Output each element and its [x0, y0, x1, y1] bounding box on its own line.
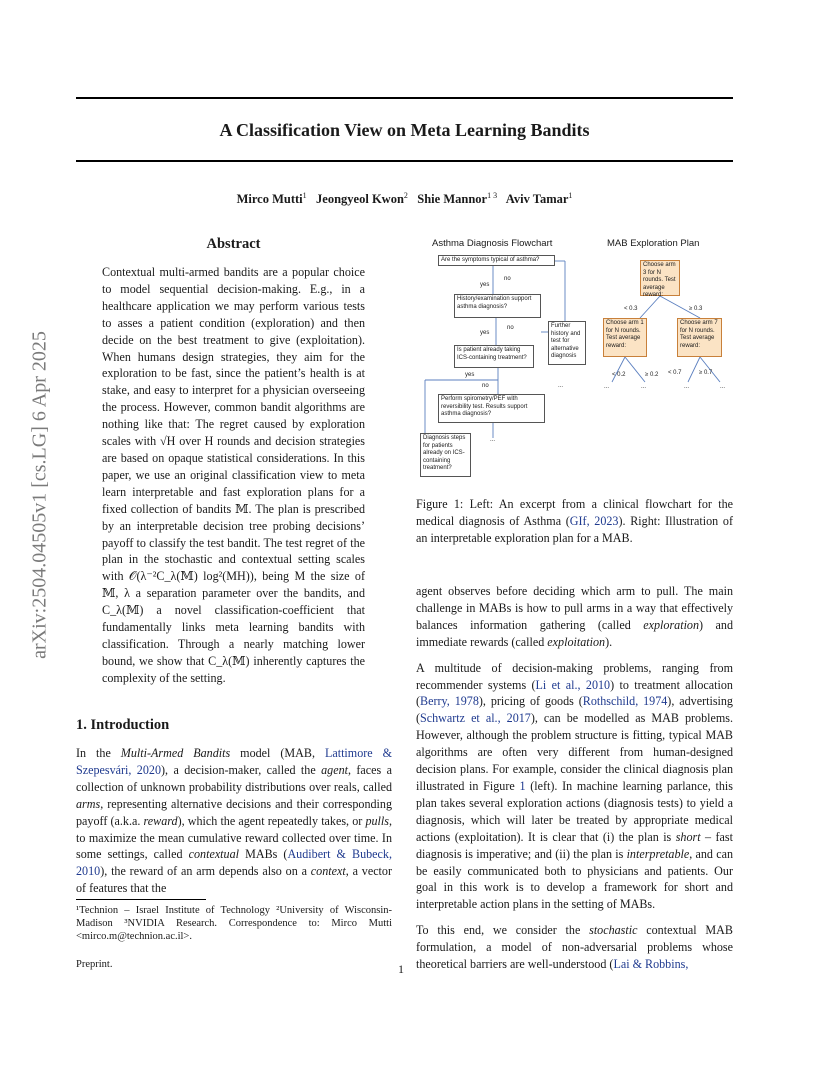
introduction-body	[76, 745, 392, 897]
plan-label-ge-0-7: ≥ 0.7	[699, 370, 713, 376]
flow-ellipsis: ...	[490, 437, 496, 443]
flow-box-ics-treatment: Is patient already taking ICS-containing treatment?	[454, 345, 534, 368]
figure-reference-link[interactable]: 1	[519, 778, 526, 793]
plan-label-lt-0-7: < 0.7	[668, 370, 682, 376]
author-name: Shie Mannor	[417, 192, 488, 207]
body-paragraph: agent observes before deciding which arm to pull. The main challenge in MABs is how to pull arms in a way that effectively balances information gathering (called exploration) and immediate rewards (called exploitation).	[416, 584, 734, 649]
flow-label-yes: yes	[465, 372, 475, 378]
author-affiliation: 1 3	[487, 191, 498, 200]
plan-ellipsis: ...	[641, 384, 647, 390]
author-affiliation: 1	[568, 191, 573, 200]
figure-caption: Figure 1: Left: An excerpt from a clinical flowchart for the medical diagnosis of Asthma (GIf, 2023). Right: Illustration of an interpretable exploration plan for a MAB.	[416, 497, 733, 545]
author-name: Mirco Mutti	[236, 192, 303, 207]
plan-label-ge-0-2: ≥ 0.2	[645, 372, 659, 378]
body-paragraph: To this end, we consider the stochastic contextual MAB formulation, a model of non-adversarial problems whose theoretical barriers are well-understood (Lai & Robbins,	[416, 923, 733, 972]
flow-box-history: History/examination support asthma diagnosis?	[454, 294, 541, 318]
author-affiliation: 2	[403, 191, 408, 200]
flow-label-no: no	[482, 383, 489, 389]
flow-label-no: no	[504, 276, 511, 282]
plan-label-lt-0-2: < 0.2	[612, 372, 626, 378]
right-column-body	[416, 583, 733, 973]
flow-box-further-tests: Further history and test for alternative diagnosis	[548, 321, 586, 365]
author-name: Jeongyeol Kwon	[316, 192, 404, 207]
flow-label-yes: yes	[480, 282, 490, 288]
section-heading-introduction: 1. Introduction	[76, 717, 170, 733]
flowchart-title: Asthma Diagnosis Flowchart	[432, 238, 553, 249]
top-rule	[76, 97, 733, 99]
intro-paragraph: In the Multi-Armed Bandits model (MAB, Lattimore & Szepesvári, 2020), a decision-maker, called the agent, faces a collection of unknown probability distributions over reals, called arms, representing alternative decisions and their corresponding payoff (a.k.a. reward), which the agent repeatedly takes, or pulls, to maximize the mean cumulative reward collected over time. In some settings, called contextual MABs (Audibert & Bubeck, 2010), the reward of an arm depends also on a context, a vector of features that the	[76, 746, 393, 896]
plan-box-arm-1: Choose arm 1 for N rounds. Test average reward:	[603, 318, 647, 357]
abstract-text: Contextual multi-armed bandits are a popular choice to model sequential decision-making. E.g., in a healthcare application we may perform various tests to asses a patient condition (exploration) and then decide on the best treatment to give (exploitation). When humans design strategies, they aim for the exploration to be fast, since the patient’s health is at stake, and easy to interpret for a physician overseeing the process. However, common bandit algorithms are nothing like that: The regret caused by exploration scales with √H over H rounds and decision strategies are based on opaque statistical considerations. In this paper, we use an original classification view to meta learn interpretable and fast exploration plans for a fixed collection of bandits 𝕄. The plan is prescribed by an interpretable decision tree probing decisions’ payoff to classify the test bandit. The test regret of the plan in the stochastic and contextual setting scales with 𝒪(λ⁻²C_λ(𝕄) log²(MH)), being M the size of 𝕄, λ a separation parameter over the bandits, and C_λ(𝕄) a novel classification-coefficient that fundamentally links meta learning bandits with classification. Through a nearly matching lower bound, we show that C_λ(𝕄) inherently captures the complexity of the setting.	[102, 265, 365, 685]
flow-box-spirometry: Perform spirometry/PEF with reversibility test. Results support asthma diagnosis?	[438, 394, 545, 423]
citation-link[interactable]: Schwartz et al., 2017	[420, 711, 531, 726]
citation-link[interactable]: Lattimore & Szepesvári, 2020	[76, 746, 393, 777]
exploration-plan-title: MAB Exploration Plan	[607, 238, 700, 249]
flow-label-no: no	[507, 325, 514, 331]
arxiv-identifier: arXiv:2504.04505v1 [cs.LG] 6 Apr 2025	[28, 331, 51, 659]
citation-link[interactable]: GIf, 2023	[569, 513, 619, 528]
citation-link[interactable]: Berry, 1978	[420, 694, 479, 709]
preprint-note: Preprint.	[76, 959, 113, 970]
flow-ellipsis: ...	[558, 383, 564, 389]
paper-title: A Classification View on Meta Learning Bandits	[219, 120, 590, 140]
footnote: ¹Technion – Israel Institute of Technology ²University of Wisconsin-Madison ³NVIDIA Research. Correspondence to: Mirco Mutti <mirco.m@technion.ac.il>.	[76, 905, 392, 942]
flow-box-diagnosis-steps: Diagnosis steps for patients already on ICS-containing treatment?	[420, 433, 471, 477]
author-name: Aviv Tamar	[505, 192, 569, 207]
title-bottom-rule	[76, 160, 733, 162]
plan-label-lt-0-3: < 0.3	[624, 306, 638, 312]
plan-ellipsis: ...	[684, 384, 690, 390]
citation-link[interactable]: Audibert & Bubeck, 2010	[76, 847, 392, 879]
author-affiliation: 1	[302, 191, 307, 200]
body-paragraph: A multitude of decision-making problems, ranging from recommender systems (Li et al., 2010) to treatment allocation (Berry, 1978), pricing of goods (Rothschild, 1974), advertising (Schwartz et al., 2017), can be modelled as MAB problems. However, although the problem structure is fitting, typical MAB algorithms are often very different from human-designed decision plans. For example, consider the clinical diagnosis plan illustrated in Figure 1 (left). In machine learning parlance, this plan takes several exploration actions (diagnosis tests) to yield a diagnosis, which will later be treated by appropriate medical actions (exploitation). It is clear that (i) the plan is short – fast diagnosis is imperative; and (ii) the plan is interpretable, and can be easily communicated both to physicians and patients. Our goal in this work is to develop a framework for short and interpretable action plans in the setting of MABs.	[416, 660, 733, 912]
plan-box-arm-7: Choose arm 7 for N rounds. Test average reward:	[677, 318, 722, 357]
citation-link[interactable]: Rothschild, 1974	[582, 694, 668, 709]
flow-box-symptoms: Are the symptoms typical of asthma?	[438, 255, 555, 266]
plan-ellipsis: ...	[604, 384, 610, 390]
footnote-rule	[76, 899, 206, 900]
page-number: 1	[398, 962, 404, 976]
plan-box-arm-3: Choose arm 3 for N rounds. Test average reward:	[640, 260, 680, 296]
flow-label-yes: yes	[480, 330, 490, 336]
citation-link[interactable]: Lai & Robbins,	[613, 957, 689, 972]
citation-link[interactable]: Li et al., 2010	[535, 677, 611, 692]
plan-label-ge-0-3: ≥ 0.3	[689, 306, 703, 312]
abstract-heading: Abstract	[206, 236, 261, 252]
arxiv-sidebar	[10, 0, 70, 1072]
author-list	[76, 191, 733, 207]
plan-ellipsis: ...	[720, 384, 726, 390]
abstract-body	[102, 264, 365, 687]
